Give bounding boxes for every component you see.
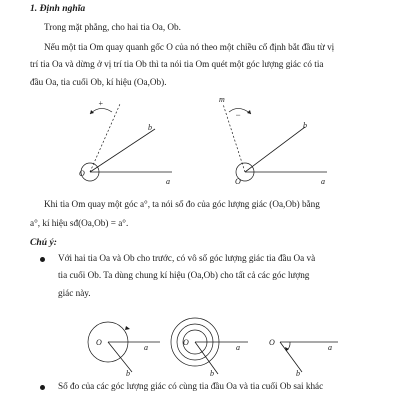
paragraph-line: Trong mặt phẳng, cho hai tia Oa, Ob.	[44, 22, 181, 32]
ray-ob	[195, 342, 218, 374]
label-o: O	[96, 338, 102, 347]
arrow-head-icon	[90, 110, 94, 114]
label-m: m	[219, 95, 225, 104]
ray-ob	[90, 129, 155, 172]
note-line: Số đo của các góc lượng giác có cùng tia đầu Oa và tia cuối Ob sai khác	[58, 381, 324, 391]
paragraph-line: Nếu một tia Om quay quanh gốc O của nó theo một chiều cố định bắt đầu từ vị	[44, 42, 335, 52]
label-a: a	[328, 343, 332, 352]
label-b: b	[210, 369, 214, 378]
ray-om	[223, 104, 245, 172]
label-o: O	[235, 177, 241, 186]
figure-negative-angle	[215, 92, 335, 187]
bullet-icon	[40, 385, 45, 390]
label-o: O	[79, 169, 85, 178]
paragraph-line: a°, kí hiệu sđ(Oa,Ob) = a°.	[30, 218, 129, 228]
figure-c	[269, 338, 338, 378]
arrow-head-icon	[125, 326, 130, 330]
ray-ob	[108, 342, 132, 372]
label-a: a	[321, 177, 325, 186]
section-heading: 1. Định nghĩa	[30, 3, 86, 14]
note-line: tia cuối Ob. Ta dùng chung kí hiệu (Oa,Ob) cho tất cả các góc lượng	[58, 270, 310, 280]
ray-ob	[245, 127, 305, 172]
label-a: a	[144, 343, 148, 352]
arrow-head-icon	[247, 110, 251, 114]
figure-a	[88, 322, 160, 378]
note-line: giác này.	[58, 288, 91, 298]
paragraph-line: trí tia Oa và dừng ở vị trí tia Ob thì ta nói tia Om quét một góc lượng giác có tia	[30, 59, 324, 69]
ray-ob	[280, 342, 302, 372]
minus-sign: −	[235, 110, 242, 120]
label-b: b	[296, 369, 300, 378]
figure-b	[171, 318, 248, 378]
label-b: b	[126, 369, 130, 378]
figure-multiple-angles	[70, 312, 370, 378]
label-b: b	[148, 123, 152, 132]
label-a: a	[166, 177, 170, 186]
note-line: Với hai tia Oa và Ob cho trước, có vô số góc lượng giác tia đầu Oa và	[58, 253, 316, 263]
paragraph-line: đầu Oa, tia cuối Ob, kí hiệu (Oa,Ob).	[30, 77, 167, 87]
figure-positive-angle	[60, 92, 180, 187]
note-heading: Chú ý:	[30, 237, 57, 248]
paragraph-line: Khi tia Om quay một góc a°, ta nói số đo của góc lượng giác (Oa,Ob) bằng	[44, 199, 320, 209]
label-o: O	[183, 338, 189, 347]
label-a: a	[236, 343, 240, 352]
label-o: O	[269, 338, 275, 347]
plus-sign: +	[98, 99, 104, 108]
bullet-icon	[40, 257, 45, 262]
label-b: b	[303, 121, 307, 130]
